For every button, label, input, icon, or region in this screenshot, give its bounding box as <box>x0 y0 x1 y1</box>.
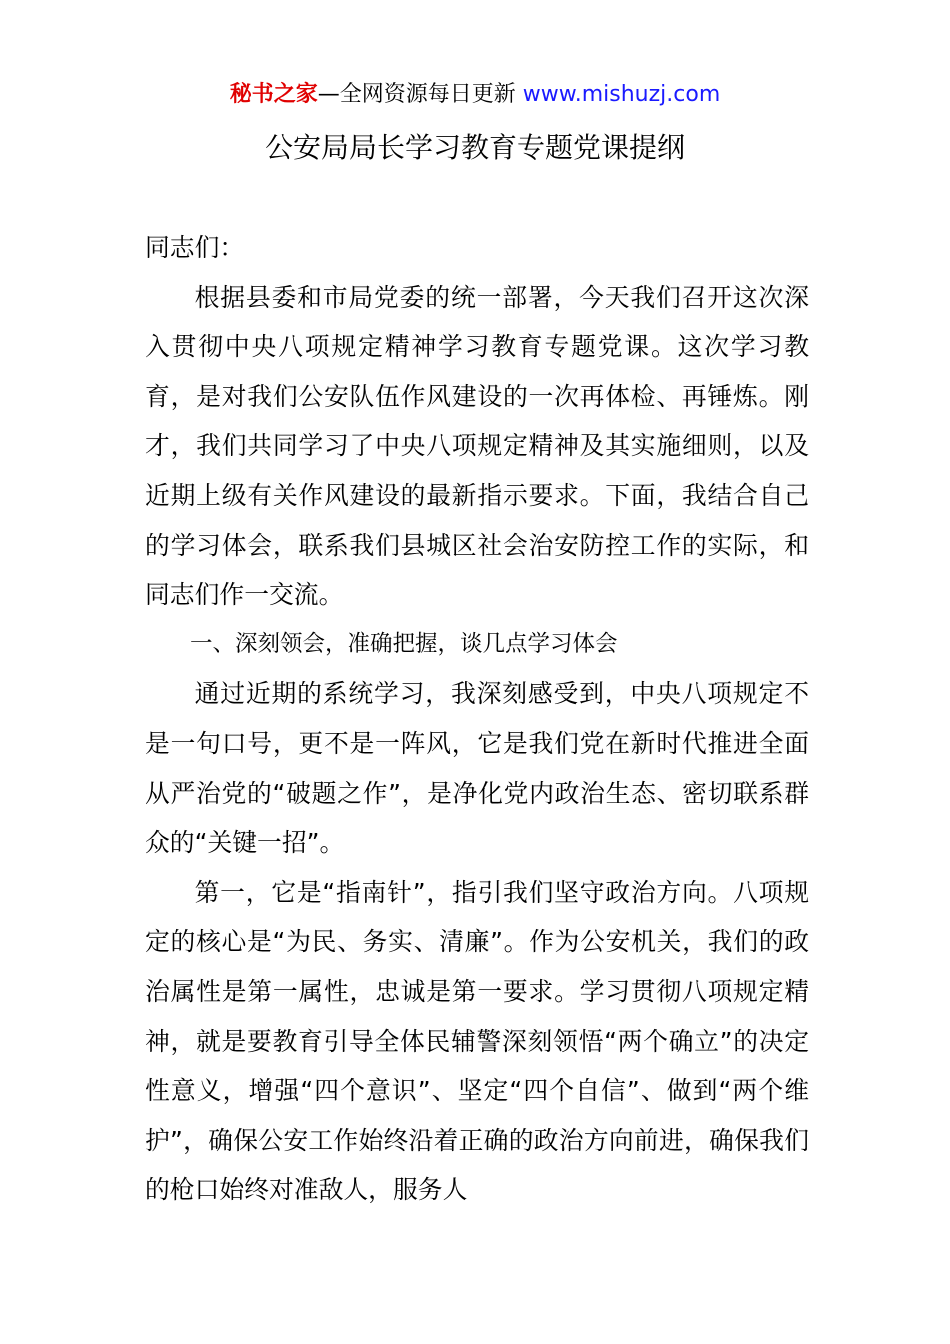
section-heading: 一、深刻领会，准确把握，谈几点学习体会 <box>190 630 618 657</box>
document-body <box>145 223 809 1215</box>
salutation: 同志们： <box>145 233 245 262</box>
document-title: 公安局局长学习教育专题党课提纲 <box>264 131 685 164</box>
body-paragraph: 根据县委和市局党委的统一部署，今天我们召开这次深入贯彻中央八项规定精神学习教育专题党课。这次学习教育，是对我们公安队伍作风建设的一次再体检、再锤炼。刚才，我们共同学习了中央八项规定精神及其实施细则，以及近期上级有关作风建设的最新指示要求。下面，我结合自己的学习体会，联系我们县城区社会治安防控工作的实际，和同志们作一交流。 <box>145 282 809 610</box>
site-brand: 秘书之家 <box>229 82 318 107</box>
site-header <box>0 80 950 110</box>
site-tagline: —全网资源每日更新 <box>317 82 516 107</box>
site-url-link[interactable]: www.mishuzj.com <box>522 82 721 107</box>
body-paragraph: 第一，它是“指南针”，指引我们坚守政治方向。八项规定的核心是“为民、务实、清廉”。作为公安机关，我们的政治属性是第一属性，忠诚是第一要求。学习贯彻八项规定精神，就是要教育引导全体民辅警深刻领悟“两个确立”的决定性意义，增强“四个意识”、坚定“四个自信”、做到“两个维护”，确保公安工作始终沿着正确的政治方向前进，确保我们的枪口始终对准敌人，服务人 <box>145 877 809 1205</box>
body-paragraph: 通过近期的系统学习，我深刻感受到，中央八项规定不是一句口号，更不是一阵风，它是我们党在新时代推进全面从严治党的“破题之作”，是净化党内政治生态、密切联系群众的“关键一招”。 <box>145 679 809 858</box>
